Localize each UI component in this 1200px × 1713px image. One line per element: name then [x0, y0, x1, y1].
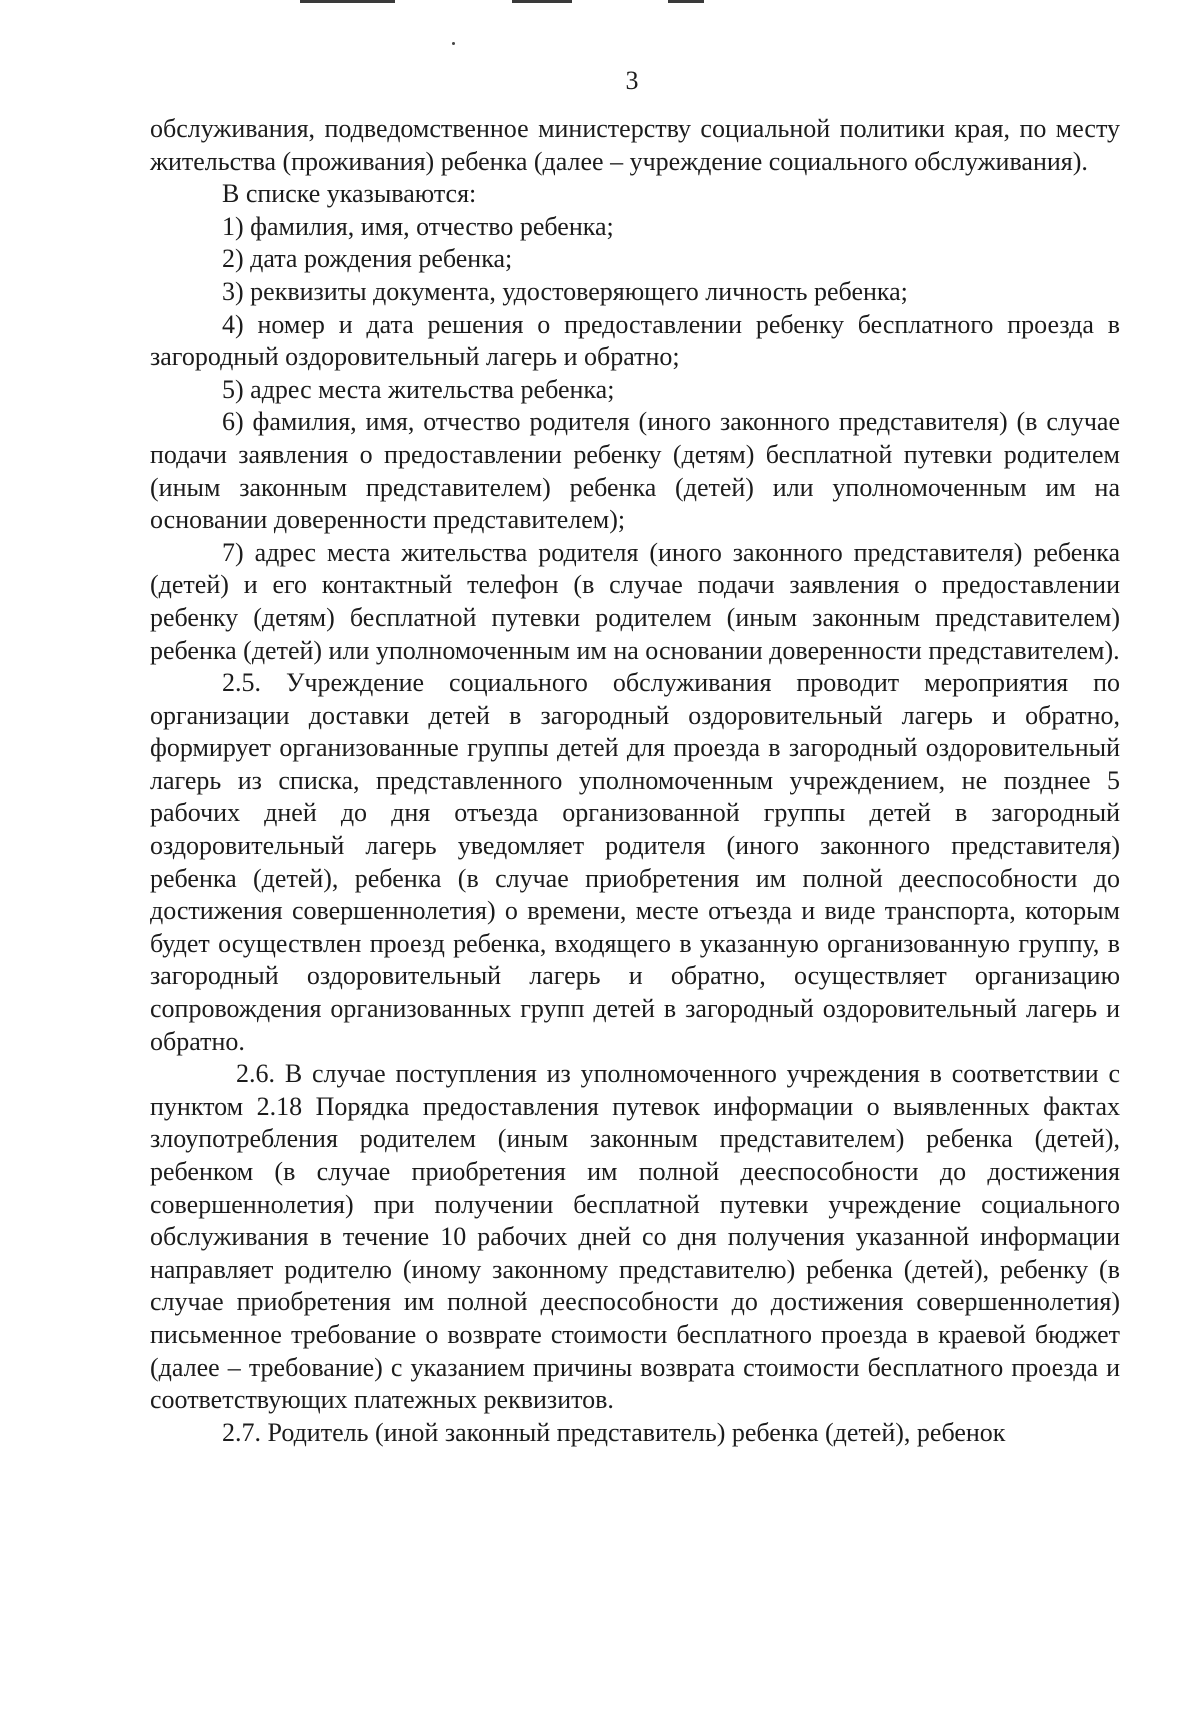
- list-item-2: 2) дата рождения ребенка;: [222, 244, 513, 274]
- scan-artifact-top-left: [300, 0, 395, 3]
- document-body: [150, 113, 1120, 1449]
- page-number: 3: [625, 66, 639, 95]
- list-item-3: 3) реквизиты документа, удостоверяющего личность ребенка;: [222, 276, 908, 306]
- list-item-6: 6) фамилия, имя, отчество родителя (иного законного представителя) (в случае подачи заявления о предоставлении ребенку (детям) бесплатной путевки родителем (иным законным представителем) ребенка (детей) или уполномоченным им на основании доверенности представителем);: [150, 407, 1120, 535]
- list-item-7: 7) адрес места жительства родителя (иного законного представителя) ребенка (детей) и его контактный телефон (в случае подачи заявления о предоставлении ребенку (детям) бесплатной путевки родителем (иным законным представителем) ребенка (детей) или уполномоченным им на основании доверенности представителем).: [150, 537, 1120, 665]
- list-item-5: 5) адрес места жительства ребенка;: [222, 374, 615, 404]
- list-item-4: 4) номер и дата решения о предоставлении ребенку бесплатного проезда в загородный оздоровительный лагерь и обратно;: [150, 309, 1120, 372]
- list-intro: В списке указываются:: [222, 179, 477, 209]
- section-2-7: 2.7. Родитель (иной законный представитель) ребенка (детей), ребенок: [222, 1417, 1006, 1447]
- section-2-5: 2.5. Учреждение социального обслуживания проводит мероприятия по организации доставки детей в загородный оздоровительный лагерь и обратно, формирует организованные группы детей для проезда в загородный оздоровительный лагерь из списка, представленного уполномоченным учреждением, не позднее 5 рабочих дней до дня отъезда организованной группы детей в загородный оздоровительный лагерь уведомляет родителя (иного законного представителя) ребенка (детей), ребенка (в случае приобретения им полной дееспособности до достижения совершеннолетия) о времени, месте отъезда и виде транспорта, которым будет осуществлен проезд ребенка, входящего в указанную организованную группу, в загородный оздоровительный лагерь и обратно, осуществляет организацию сопровождения организованных групп детей в загородный оздоровительный лагерь и обратно.: [150, 668, 1120, 1056]
- scan-artifact-top-center: [512, 0, 572, 3]
- scan-speck: [452, 42, 455, 45]
- list-item-1: 1) фамилия, имя, отчество ребенка;: [222, 211, 614, 241]
- scan-artifact-top-right: [668, 0, 704, 3]
- section-2-6: 2.6. В случае поступления из уполномоченного учреждения в соответствии с пунктом 2.18 Порядка предоставления путевок информации о выявленных фактах злоупотребления родителем (иным законным представителем) ребенка (детей), ребенком (в случае приобретения им полной дееспособности до достижения совершеннолетия) при получении бесплатной путевки учреждение социального обслуживания в течение 10 рабочих дней со дня получения указанной информации направляет родителю (иному законному представителю) ребенка (детей), ребенку (в случае приобретения им полной дееспособности до достижения совершеннолетия) письменное требование о возврате стоимости бесплатного проезда в краевой бюджет (далее – требование) с указанием причины возврата стоимости бесплатного проезда и соответствующих платежных реквизитов.: [150, 1059, 1120, 1415]
- paragraph-continuation: обслуживания, подведомственное министерству социальной политики края, по месту жительства (проживания) ребенка (далее – учреждение социального обслуживания).: [150, 114, 1120, 176]
